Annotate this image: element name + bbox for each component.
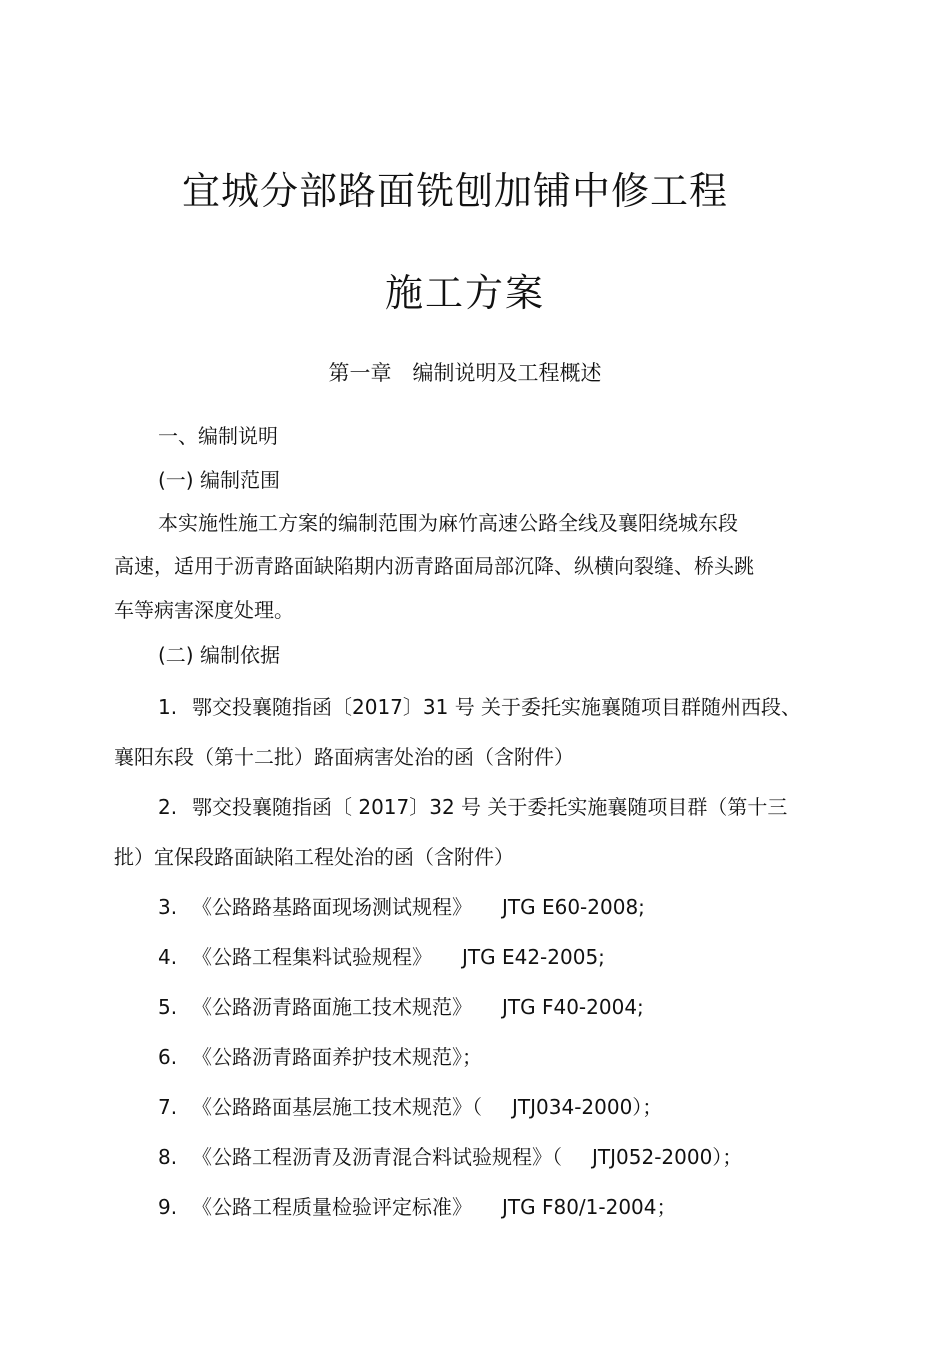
subsection-heading-scope: (一) 编制范围 (158, 468, 280, 492)
basis-item-number: 1. (158, 695, 178, 719)
basis-item-number: 2. (158, 795, 178, 819)
basis-item (158, 891, 645, 920)
basis-item (158, 941, 605, 970)
basis-item-continuation: 襄阳东段（第十二批）路面病害处治的函（含附件） (114, 745, 574, 769)
basis-item-code: JTG E60-2008; (502, 895, 645, 919)
basis-item-number: 3. (158, 895, 178, 919)
basis-item-number: 9. (158, 1195, 178, 1219)
basis-item-number: 6. (158, 1045, 178, 1069)
scope-paragraph-line1: 本实施性施工方案的编制范围为麻竹高速公路全线及襄阳绕城东段 (158, 511, 738, 535)
basis-item-text: 《公路路基路面现场测试规程》 (192, 895, 472, 919)
basis-item-text: 鄂交投襄随指函〔 2017〕32 号 关于委托实施襄随项目群（第十三 (192, 795, 788, 819)
basis-item-text: 《公路路面基层施工技术规范》（ (192, 1095, 482, 1119)
basis-item-code: JTJ034-2000）； (512, 1095, 663, 1119)
basis-item-number: 4. (158, 945, 178, 969)
basis-item-number: 8. (158, 1145, 178, 1169)
basis-item-continuation: 批）宜保段路面缺陷工程处治的函（含附件） (114, 845, 514, 869)
scope-paragraph-line3: 车等病害深度处理。 (114, 598, 294, 622)
basis-item-text: 《公路沥青路面养护技术规范》； (192, 1045, 482, 1069)
chapter-heading: 第一章 编制说明及工程概述 (328, 361, 602, 385)
basis-item-number: 5. (158, 995, 178, 1019)
basis-item-number: 7. (158, 1095, 178, 1119)
document-subtitle: 施工方案 (384, 271, 545, 315)
basis-item (158, 1191, 677, 1220)
basis-item-code: JTG F40-2004; (502, 995, 644, 1019)
section-heading: 一、编制说明 (158, 424, 278, 448)
subsection-heading-basis: (二) 编制依据 (158, 643, 280, 667)
basis-item (158, 991, 644, 1020)
basis-item (158, 1091, 662, 1120)
basis-item-text: 《公路沥青路面施工技术规范》 (192, 995, 472, 1019)
basis-item (158, 1141, 742, 1170)
basis-item-text: 《公路工程质量检验评定标准》 (192, 1195, 472, 1219)
scope-paragraph-line2: 高速，适用于沥青路面缺陷期内沥青路面局部沉降、纵横向裂缝、桥头跳 (114, 554, 754, 578)
basis-item-text: 鄂交投襄随指函〔2017〕31 号 关于委托实施襄随项目群随州西段、 (192, 695, 802, 719)
document-title: 宜城分部路面铣刨加铺中修工程 (181, 169, 728, 213)
basis-item-text: 《公路工程沥青及沥青混合料试验规程》（ (192, 1145, 562, 1169)
basis-item (158, 1041, 482, 1070)
basis-item (158, 691, 801, 720)
basis-item-code: JTG E42-2005; (462, 945, 605, 969)
basis-item-text: 《公路工程集料试验规程》 (192, 945, 432, 969)
basis-item (158, 791, 787, 820)
basis-item-code: JTJ052-2000）； (592, 1145, 743, 1169)
basis-item-code: JTG F80/1-2004； (502, 1195, 677, 1219)
